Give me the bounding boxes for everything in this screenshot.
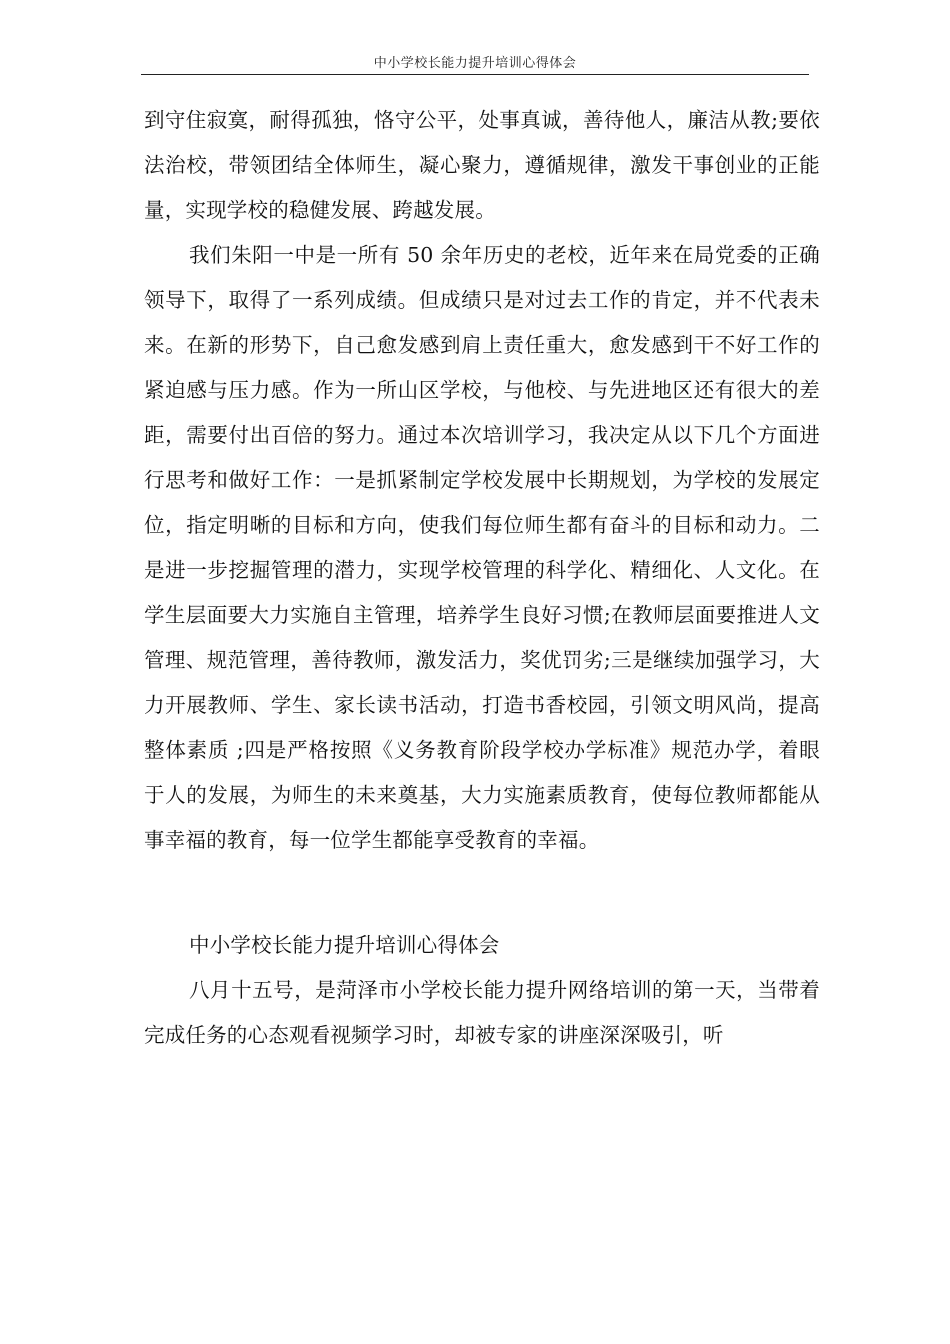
paragraph-continuation: 到守住寂寞，耐得孤独，恪守公平，处事真诚，善待他人，廉洁从教;要依法治校，带领团结全体师生，凝心聚力，遵循规律，激发干事创业的正能量，实现学校的稳健发展、跨越发展。	[144, 108, 820, 222]
document-body	[144, 98, 820, 1058]
section-title: 中小学校长能力提升培训心得体会	[189, 933, 500, 957]
paragraph-school-plan: 我们朱阳一中是一所有 50 余年历史的老校，近年来在局党委的正确领导下，取得了一系列成绩。但成绩只是对过去工作的肯定，并不代表未来。在新的形势下，自己愈发感到肩上责任重大，愈发感到干不好工作的紧迫感与压力感。作为一所山区学校，与他校、与先进地区还有很大的差距，需要付出百倍的努力。通过本次培训学习，我决定从以下几个方面进行思考和做好工作：一是抓紧制定学校发展中长期规划，为学校的发展定位，指定明晰的目标和方向，使我们每位师生都有奋斗的目标和动力。二是进一步挖掘管理的潜力，实现学校管理的科学化、精细化、人文化。在学生层面要大力实施自主管理，培养学生良好习惯;在教师层面要推进人文管理、规范管理，善待教师，激发活力，奖优罚劣;三是继续加强学习，大力开展教师、学生、家长读书活动，打造书香校园，引领文明风尚，提高整体素质 ;四是严格按照《义务教育阶段学校办学标准》规范办学，着眼于人的发展，为师生的未来奠基，大力实施素质教育，使每位教师都能从事幸福的教育，每一位学生都能享受教育的幸福。	[144, 243, 820, 852]
section-gap	[144, 863, 820, 923]
paragraph-training-day: 八月十五号，是菏泽市小学校长能力提升网络培训的第一天，当带着完成任务的心态观看视频学习时，却被专家的讲座深深吸引，听	[144, 978, 820, 1047]
page-header: 中小学校长能力提升培训心得体会	[141, 54, 809, 75]
